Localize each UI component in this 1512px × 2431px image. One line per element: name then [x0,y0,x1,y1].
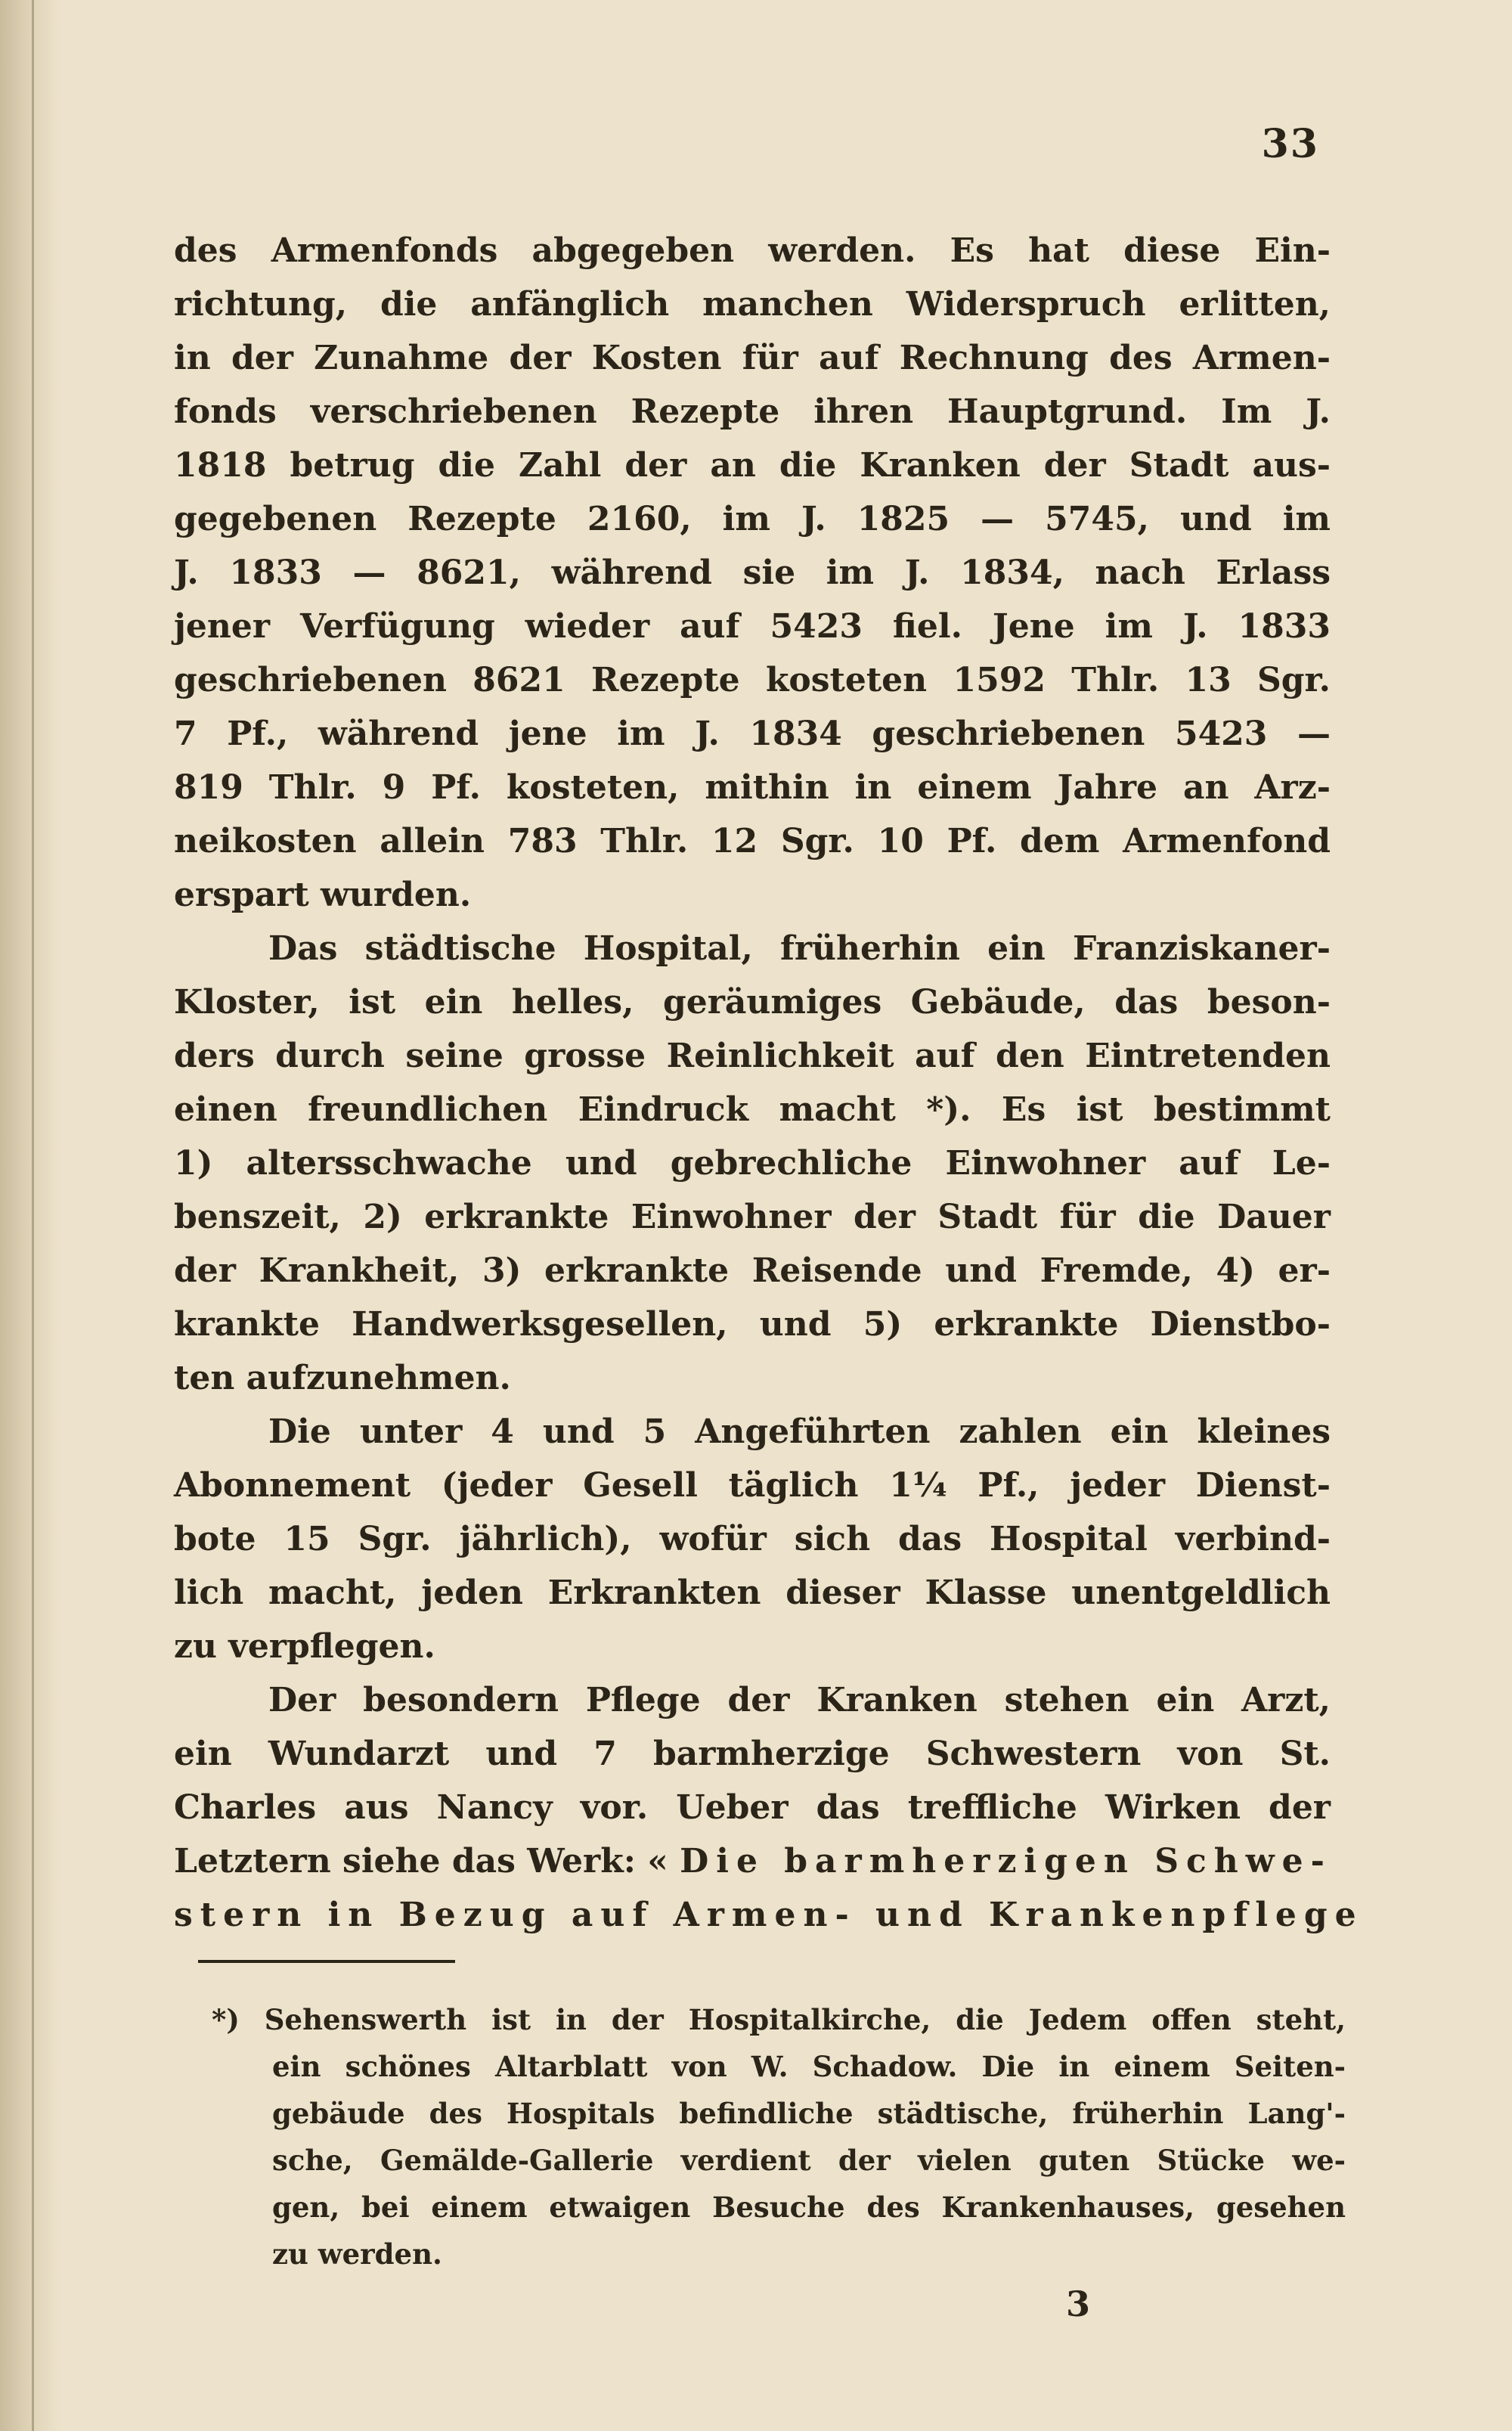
text-line: 819 Thlr. 9 Pf. kosteten, mithin in einem Jahre an Arz- [174,768,1331,807]
text-line: jener Verfügung wieder auf 5423 fiel. Jene im J. 1833 [174,607,1331,646]
text-line: Abonnement (jeder Gesell täglich 1¼ Pf., jeder Dienst- [174,1466,1331,1505]
paragraph-start-line: Das städtische Hospital, früherhin ein Franziskaner- [268,929,1331,968]
text-line: Kloster, ist ein helles, geräumiges Gebäude, das beson- [174,983,1331,1022]
text-line: einen freundlichen Eindruck macht *). Es ist bestimmt [174,1090,1331,1129]
text-line: ein Wundarzt und 7 barmherzige Schwestern von St. [174,1735,1331,1773]
text-line: 1818 betrug die Zahl der an die Kranken der Stadt aus- [174,446,1331,485]
paragraph-start-line: Die unter 4 und 5 Angeführten zahlen ein kleines [268,1412,1331,1451]
text-line: ders durch seine grosse Reinlichkeit auf den Eintretenden [174,1037,1331,1075]
text-line: erspart wurden. [174,876,472,914]
book-title-emphasis: Die barmherzigen Schwe- [680,1842,1332,1881]
text-line: bote 15 Sgr. jährlich), wofür sich das Hospital verbind- [174,1520,1331,1558]
footnote-line: ein schönes Altarblatt von W. Schadow. Die in einem Seiten- [272,2050,1346,2083]
text-line: Charles aus Nancy vor. Ueber das treffliche Wirken der [174,1788,1331,1827]
text-line: neikosten allein 783 Thlr. 12 Sgr. 10 Pf. dem Armenfond [174,822,1331,860]
text-line: fonds verschriebenen Rezepte ihren Hauptgrund. Im J. [174,392,1331,431]
text-line: gegebenen Rezepte 2160, im J. 1825 — 5745, und im [174,500,1331,538]
text-line: lich macht, jeden Erkrankten dieser Klasse unentgeldlich [174,1574,1331,1612]
text-line-part: Letztern siehe das Werk: « [174,1842,668,1881]
footnote-line: zu werden. [272,2237,442,2271]
footnote-line: gen, bei einem etwaigen Besuche des Krankenhauses, gesehen [272,2191,1346,2224]
footnote [212,1996,1346,2278]
text-line: krankte Handwerksgesellen, und 5) erkrankte Dienstbo- [174,1305,1331,1344]
page-binding-line [32,0,34,2431]
book-title-emphasis: stern in Bezug auf Armen- und Krankenpflege [174,1896,1364,1934]
text-line: richtung, die anfänglich manchen Widerspruch erlitten, [174,285,1331,324]
text-line: geschriebenen 8621 Rezepte kosteten 1592 Thlr. 13 Sgr. [174,661,1331,699]
footnote-line: sche, Gemälde-Gallerie verdient der vielen guten Stücke we- [272,2144,1346,2177]
text-line: 7 Pf., während jene im J. 1834 geschriebenen 5423 — [174,715,1331,753]
footnote-line: *) Sehenswerth ist in der Hospitalkirche, die Jedem offen steht, [212,2003,1346,2036]
page-number: 33 [1261,121,1319,167]
text-line: der Krankheit, 3) erkrankte Reisende und Fremde, 4) er- [174,1251,1331,1290]
footnote-line: gebäude des Hospitals befindliche städtische, früherhin Lang'- [272,2097,1346,2130]
footnote-divider [198,1960,455,1963]
text-line: 1) altersschwache und gebrechliche Einwohner auf Le- [174,1144,1331,1183]
text-line: ten aufzunehmen. [174,1359,511,1397]
paragraph-start-line: Der besondern Pflege der Kranken stehen ein Arzt, [268,1681,1331,1719]
page-binding-edge [0,0,60,2431]
signature-mark: 3 [1066,2284,1091,2324]
text-line: benszeit, 2) erkrankte Einwohner der Stadt für die Dauer [174,1198,1331,1236]
text-line: des Armenfonds abgegeben werden. Es hat diese Ein- [174,231,1331,270]
text-line: in der Zunahme der Kosten für auf Rechnung des Armen- [174,339,1331,377]
text-line: zu verpflegen. [174,1627,435,1666]
body-text [174,224,1364,1942]
text-line [174,1834,1331,1888]
text-line: J. 1833 — 8621, während sie im J. 1834, nach Erlass [174,553,1331,592]
